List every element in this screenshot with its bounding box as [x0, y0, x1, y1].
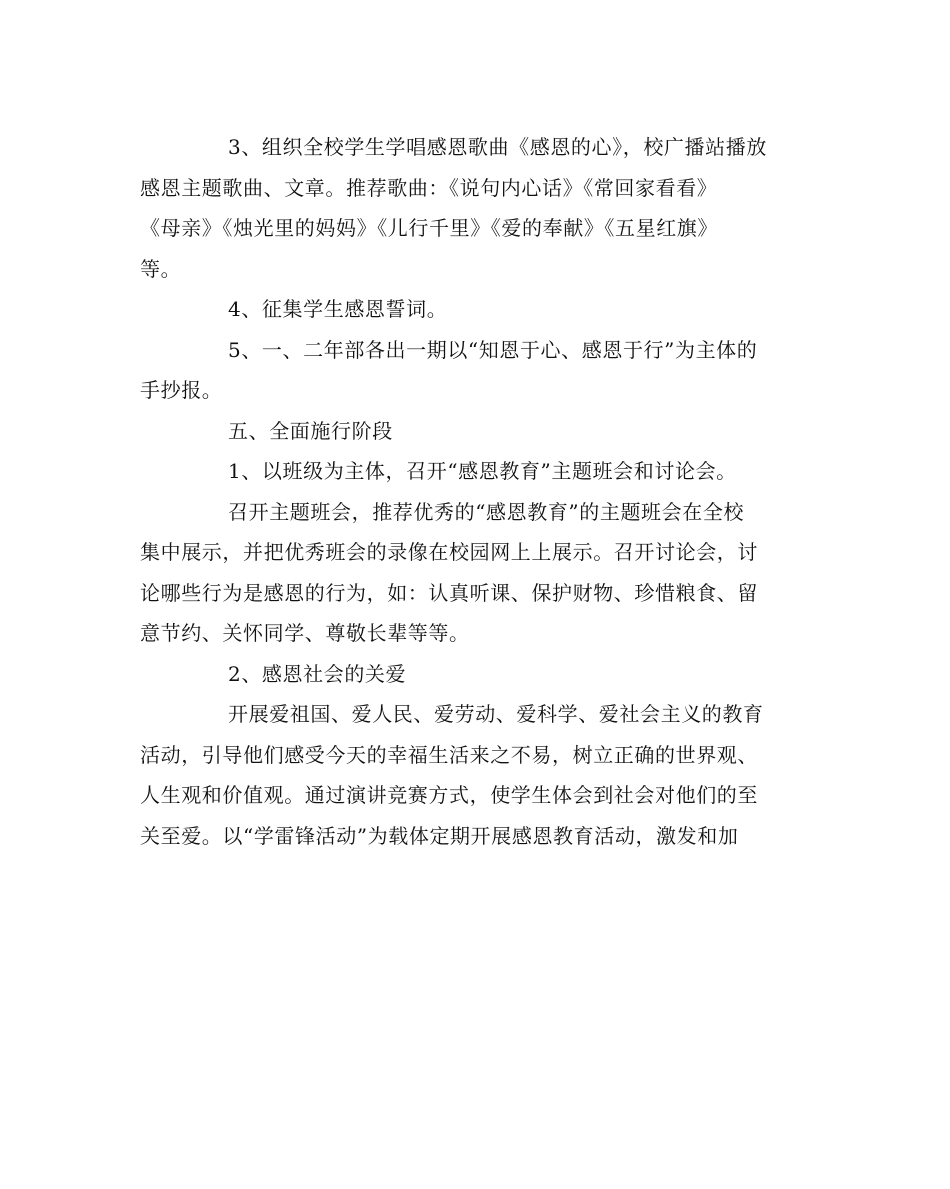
- text-line: 手抄报。: [140, 378, 223, 402]
- text-line: 5、一、二年部各出一期以“知恩于心、感恩于行”为主体的: [228, 337, 758, 362]
- text-line: 4、征集学生感恩誓词。: [228, 297, 448, 321]
- text-line: 人生观和价值观。通过演讲竞赛方式，使学生体会到社会对他们的至: [140, 783, 758, 807]
- text-line: 意节约、关怀同学、尊敬长辈等等。: [140, 621, 470, 645]
- text-line: 2、感恩社会的关爱: [228, 661, 407, 686]
- text-line: 关至爱。以“学雷锋活动”为载体定期开展感恩教育活动，激发和加: [140, 823, 739, 848]
- text-line: 集中展示，并把优秀班会的录像在校园网上上展示。召开讨论会，讨: [140, 540, 758, 564]
- text-line: 召开主题班会，推荐优秀的“感恩教育”的主题班会在全校: [228, 499, 745, 524]
- section-heading: 五、全面施行阶段: [228, 418, 393, 443]
- text-line: 活动，引导他们感受今天的幸福生活来之不易，树立正确的世界观、: [140, 742, 758, 767]
- text-line: 感恩主题歌曲、文章。推荐歌曲：《说句内心话》《常回家看看》: [140, 175, 718, 200]
- text-line: 等。: [140, 256, 182, 281]
- text-line: 论哪些行为是感恩的行为，如：认真听课、保护财物、珍惜粮食、留: [140, 580, 758, 605]
- text-line: 3、组织全校学生学唱感恩歌曲《感恩的心》，校广播站播放: [228, 135, 767, 159]
- text-line: 开展爱祖国、爱人民、爱劳动、爱科学、爱社会主义的教育: [228, 702, 764, 726]
- text-line: 1、以班级为主体，召开“感恩教育”主题班会和讨论会。: [228, 459, 737, 483]
- text-line: 《母亲》《烛光里的妈妈》《儿行千里》《爱的奉献》《五星红旗》: [140, 216, 718, 240]
- document-body: [140, 127, 810, 856]
